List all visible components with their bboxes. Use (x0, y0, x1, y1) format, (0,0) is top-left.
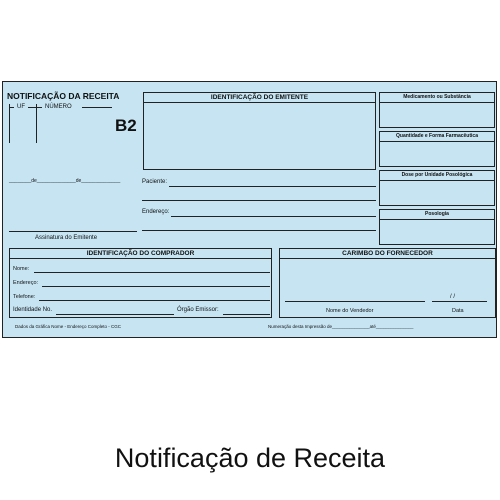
medicamento-label: Medicamento ou Substância (380, 93, 494, 103)
uf-number-field[interactable] (9, 104, 112, 143)
emitente-header: IDENTIFICAÇÃO DO EMITENTE (144, 93, 375, 103)
data-label: Data (452, 308, 464, 314)
footer-right: Numeração desta Impressão de_______________até_______________ (268, 324, 414, 329)
date-line[interactable] (432, 301, 487, 302)
paciente-line-2[interactable] (142, 200, 376, 201)
endereco-line-2[interactable] (142, 230, 376, 231)
comprador-box (9, 248, 272, 318)
medicamento-box[interactable] (379, 92, 495, 128)
footer-left: Dados da Gráfica Nome - Endereço Completo - CGC (15, 324, 122, 329)
fornecedor-box[interactable] (279, 248, 496, 318)
endereco-label: Endereço: (142, 209, 170, 215)
numero-label: NÚMERO (45, 104, 72, 110)
form-title: NOTIFICAÇÃO DA RECEITA (7, 91, 120, 101)
comprador-endereco-label: Endereço: (13, 280, 39, 286)
nome-label: Nome: (13, 266, 30, 272)
uf-label: UF (17, 104, 25, 110)
dose-label: Dose por Unidade Posológica (380, 171, 494, 181)
comprador-endereco-line[interactable] (42, 286, 270, 287)
identidade-line[interactable] (56, 314, 174, 315)
paciente-line[interactable] (169, 186, 376, 187)
fornecedor-header: CARIMBO DO FORNECEDOR (280, 249, 495, 259)
type-code: B2 (115, 116, 137, 135)
quantidade-label: Quantidade e Forma Farmacêutica (380, 132, 494, 142)
dose-box[interactable] (379, 170, 495, 206)
prescription-notification-form (2, 81, 497, 338)
date-slashes: / / (450, 294, 456, 300)
telefone-label: Telefone: (13, 294, 36, 300)
emitente-box[interactable] (143, 92, 376, 170)
paciente-label: Paciente: (142, 179, 168, 185)
nome-line[interactable] (34, 272, 270, 273)
vendedor-line[interactable] (285, 301, 425, 302)
orgao-label: Órgão Emissor: (177, 307, 219, 313)
telefone-line[interactable] (39, 300, 270, 301)
endereco-line[interactable] (171, 216, 376, 217)
posologia-box[interactable] (379, 209, 495, 245)
identidade-label: Identidade No. (13, 307, 53, 313)
orgao-line[interactable] (223, 314, 270, 315)
quantidade-box[interactable] (379, 131, 495, 167)
comprador-header: IDENTIFICAÇÃO DO COMPRADOR (10, 249, 271, 259)
date-blank[interactable]: ________de______________de______________ (9, 178, 121, 184)
posologia-label: Posologia (380, 210, 494, 220)
vendedor-label: Nome do Vendedor (326, 308, 374, 314)
caption: Notificação de Receita (114, 443, 386, 473)
signature-label: Assinatura do Emitente (35, 235, 98, 241)
signature-line[interactable] (9, 231, 137, 232)
